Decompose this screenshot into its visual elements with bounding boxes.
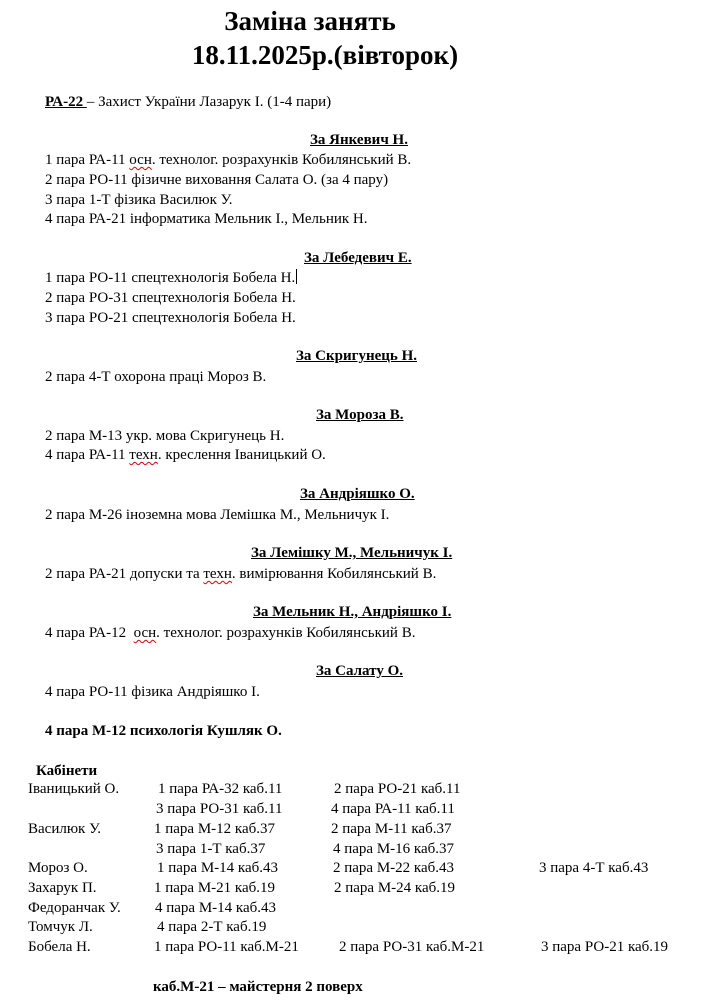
room-entry: 3 пара РО-21 каб.19 <box>541 939 669 955</box>
section-line <box>45 151 411 171</box>
room-teacher: Федоранчак У. <box>28 900 121 916</box>
room-entry: 1 пара РО-11 каб.М-21 <box>154 939 299 955</box>
room-entry: 4 пара М-16 каб.37 <box>333 841 455 857</box>
spellcheck-word: техн <box>203 566 232 582</box>
section-header: За Андріяшко О. <box>300 486 415 502</box>
room-teacher: Іваницький О. <box>28 781 120 797</box>
room-entry: 2 пара РО-31 каб.М-21 <box>339 939 485 955</box>
room-entry: 2 пара М-24 каб.19 <box>334 880 456 896</box>
line-text: 2 пара РА-21 допуски та <box>45 566 204 582</box>
room-entry: 3 пара 1-Т каб.37 <box>156 841 266 857</box>
room-teacher: Василюк У. <box>28 821 102 837</box>
intro-group: РА-22 <box>45 94 87 110</box>
footer-note: каб.М-21 – майстерня 2 поверх <box>153 979 363 995</box>
line-text: 1 пара РО-11 спецтехнологія Бобела Н. <box>45 270 296 286</box>
section-line: 2 пара М-13 укр. мова Скригунець Н. <box>45 428 285 444</box>
section-line: 2 пара 4-Т охорона праці Мороз В. <box>45 369 267 385</box>
section-header: За Лемішку М., Мельничук І. <box>251 545 453 561</box>
section-line <box>45 269 297 289</box>
section-line <box>45 446 326 466</box>
room-entry: 4 пара РА-11 каб.11 <box>331 801 455 817</box>
section-header: За Янкевич Н. <box>310 132 408 148</box>
room-entry: 4 пара 2-Т каб.19 <box>157 919 267 935</box>
section-line: 4 пара РО-11 фізика Андріяшко І. <box>45 684 260 700</box>
section-line <box>45 565 436 585</box>
intro-line <box>45 93 331 113</box>
section-line: 2 пара РО-31 спецтехнологія Бобела Н. <box>45 290 296 306</box>
line-text: . технолог. розрахунків Кобилянський В. <box>156 625 416 641</box>
line-text: 1 пара РА-11 <box>45 152 130 168</box>
room-teacher: Бобела Н. <box>28 939 91 955</box>
room-entry: 1 пара М-14 каб.43 <box>157 860 279 876</box>
section-header: За Салату О. <box>316 663 403 679</box>
extra-replacement-line: 4 пара М-12 психологія Кушляк О. <box>45 723 282 739</box>
line-text: 4 пара РА-11 <box>45 447 130 463</box>
room-teacher: Томчук Л. <box>28 919 93 935</box>
section-line <box>45 624 415 644</box>
section-header: За Мельник Н., Андріяшко І. <box>253 604 452 620</box>
room-entry: 2 пара РО-21 каб.11 <box>334 781 461 797</box>
section-header: За Скригунець Н. <box>296 348 417 364</box>
room-entry: 3 пара 4-Т каб.43 <box>539 860 649 876</box>
line-text: . технолог. розрахунків Кобилянський В. <box>151 152 412 168</box>
line-text: 4 пара РА-12 <box>45 625 134 641</box>
section-line: 2 пара М-26 іноземна мова Лемішка М., Мельничук І. <box>45 507 390 523</box>
room-entry: 1 пара М-21 каб.19 <box>154 880 276 896</box>
text-cursor <box>296 269 297 284</box>
room-entry: 1 пара М-12 каб.37 <box>154 821 276 837</box>
room-entry: 2 пара М-11 каб.37 <box>331 821 452 837</box>
page-date: 18.11.2025р.(вівторок) <box>191 40 459 70</box>
room-teacher: Захарук П. <box>28 880 97 896</box>
section-line: 3 пара 1-Т фізика Василюк У. <box>45 192 233 208</box>
line-text: . креслення Іваницький О. <box>157 447 326 463</box>
spellcheck-word: техн <box>129 447 158 463</box>
room-teacher: Мороз О. <box>28 860 88 876</box>
room-entry: 2 пара М-22 каб.43 <box>333 860 455 876</box>
section-line: 2 пара РО-11 фізичне виховання Салата О. (за 4 пару) <box>45 172 389 188</box>
room-entry: 1 пара РА-32 каб.11 <box>158 781 283 797</box>
rooms-title: Кабінети <box>36 763 98 779</box>
section-line: 3 пара РО-21 спецтехнологія Бобела Н. <box>45 310 296 326</box>
section-line: 4 пара РА-21 інформатика Мельник І., Мельник Н. <box>45 211 368 227</box>
line-text: . вимірювання Кобилянський В. <box>231 566 437 582</box>
room-entry: 4 пара М-14 каб.43 <box>155 900 277 916</box>
spellcheck-word: осн <box>133 625 157 641</box>
section-header: За Мороза В. <box>316 407 404 423</box>
page-title: Заміна занять <box>224 6 396 36</box>
section-header: За Лебедевич Е. <box>304 250 412 266</box>
room-entry: 3 пара РО-31 каб.11 <box>156 801 283 817</box>
spellcheck-word: осн <box>129 152 152 168</box>
intro-text: – Захист України Лазарук І. (1-4 пари) <box>86 94 332 110</box>
